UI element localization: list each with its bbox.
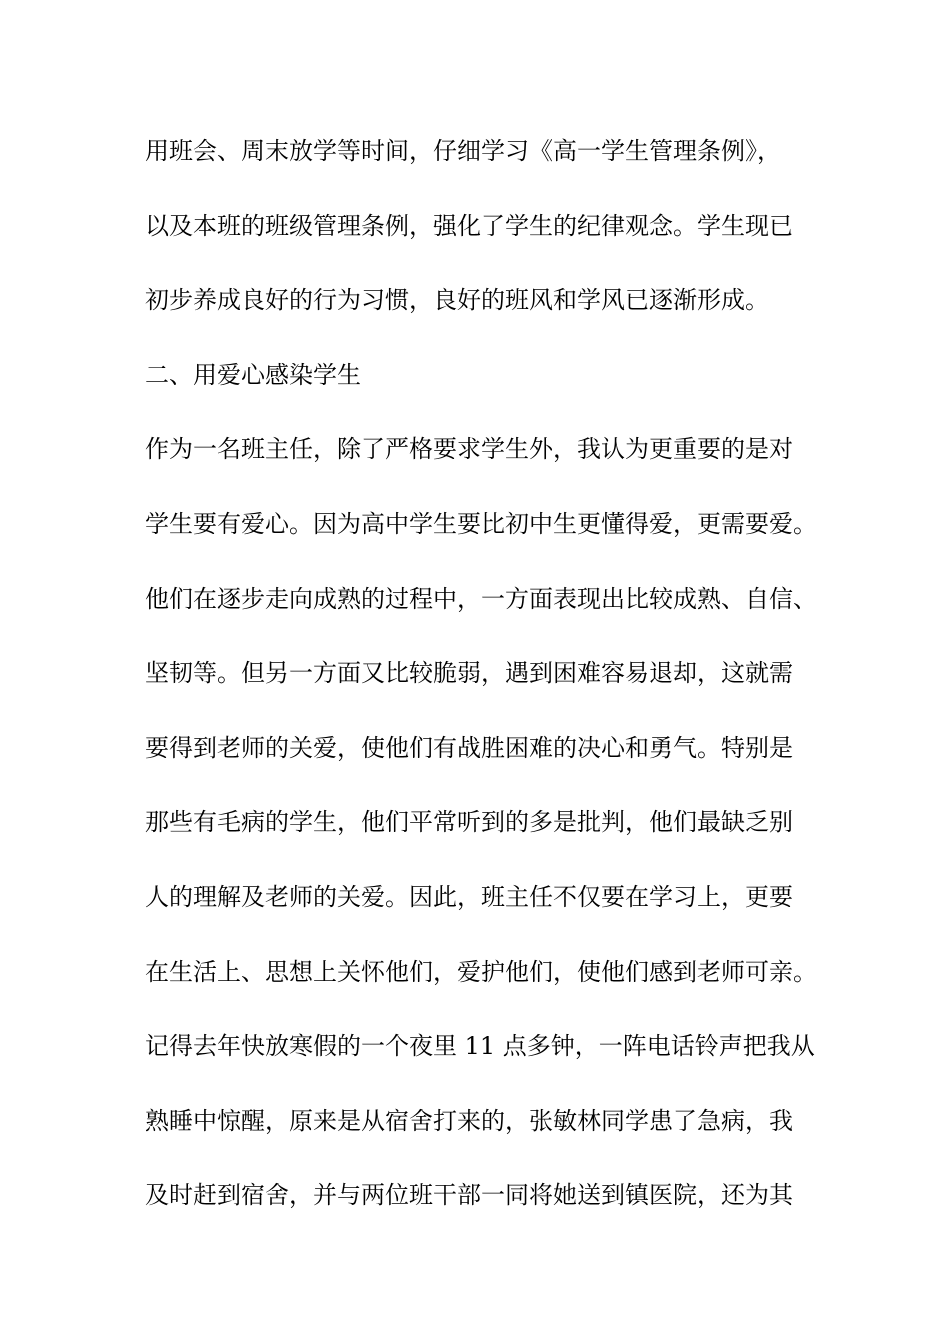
- paragraph-line: 人的理解及老师的关爱。因此，班主任不仅要在学习上，更要: [145, 883, 793, 911]
- paragraph-line: 在生活上、思想上关怀他们，爱护他们，使他们感到老师可亲。: [145, 958, 817, 986]
- paragraph-line: 坚韧等。但另一方面又比较脆弱，遇到困难容易退却，这就需: [145, 659, 793, 687]
- paragraph-line: 要得到老师的关爱，使他们有战胜困难的决心和勇气。特别是: [145, 734, 793, 762]
- paragraph-line: 及时赶到宿舍，并与两位班干部一同将她送到镇医院，还为其: [145, 1181, 793, 1209]
- paragraph-line: 作为一名班主任，除了严格要求学生外，我认为更重要的是对: [145, 435, 793, 463]
- paragraph-line: 那些有毛病的学生，他们平常听到的多是批判，他们最缺乏别: [145, 808, 793, 836]
- paragraph-line: 初步养成良好的行为习惯，良好的班风和学风已逐渐形成。: [145, 286, 769, 314]
- paragraph-line: 他们在逐步走向成熟的过程中，一方面表现出比较成熟、自信、: [145, 585, 817, 613]
- paragraph-line: 熟睡中惊醒，原来是从宿舍打来的，张敏林同学患了急病，我: [145, 1107, 793, 1135]
- paragraph-line: 以及本班的班级管理条例，强化了学生的纪律观念。学生现已: [145, 212, 793, 240]
- paragraph-line: 记得去年快放寒假的一个夜里 11 点多钟，一阵电话铃声把我从: [145, 1032, 815, 1060]
- section-heading: 二、用爱心感染学生: [145, 361, 361, 389]
- paragraph-line: 学生要有爱心。因为高中学生要比初中生更懂得爱，更需要爱。: [145, 510, 817, 538]
- paragraph-line: 用班会、周末放学等时间，仔细学习《高一学生管理条例》，: [145, 137, 781, 165]
